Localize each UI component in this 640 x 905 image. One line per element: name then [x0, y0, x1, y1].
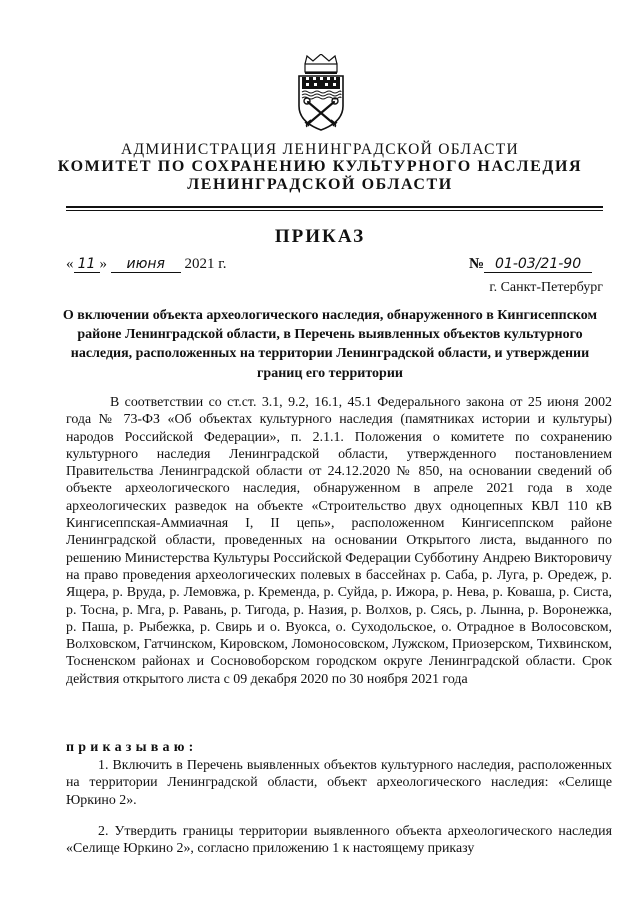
number-prefix: №	[469, 256, 485, 272]
order-item-text: 2. Утвердить границы территории выявленного объекта археологического наследия «Селище Юркино 2», согласно приложению 1 к настоящему приказу	[66, 824, 612, 857]
order-word: приказываю:	[66, 740, 198, 755]
order-item-2	[66, 823, 612, 858]
number-value: 01-03/21-90	[484, 256, 592, 273]
date-month: июня	[111, 256, 181, 273]
header-divider-thin	[66, 210, 603, 211]
document-subject: О включении объекта археологического наследия, обнаруженного в Кингисеппском районе Ленинградской области, в Перечень выявленных объектов культурного наследия, расположенных на территории Ленинградской области, и утверждении границ его территории	[62, 308, 598, 381]
document-number	[469, 256, 592, 273]
date-year: 2021 г.	[184, 256, 227, 272]
header-divider	[66, 206, 603, 208]
date-day: 11	[74, 256, 100, 273]
document-city: г. Санкт-Петербург	[489, 280, 603, 295]
committee-region: ЛЕНИНГРАДСКОЙ ОБЛАСТИ	[187, 176, 453, 193]
preamble-paragraph: В соответствии со ст.ст. 3.1, 9.2, 16.1, 45.1 Федерального закона от 25 июня 2002 года № 73-ФЗ «Об объектах культурного наследия (памятниках истории и культуры) народов Российской Федерации», п. 2.1.1. Положения о комитете по сохранению культурного наследия Ленинградской области, утвержденного постановлением Правительства Ленинградской области от 24.12.2020 № 850, на основании сведений об объекте археологического наследия, обнаруженном в апреле 2021 года в ходе археологических разведок на объекте «Строительство двух одноцепных КВЛ 110 кВ Кингисеппская-Аммиачная I, II цепь», расположенном Кингисеппском районе Ленинградской области, проведенных на основании Открытого листа, выданного по решению Министерства Культуры Российской Федерации Субботину Андрею Викторовичу на право проведения археологических полевых в бассейнах р. Саба, р. Луга, р. Оредеж, р. Ящера, р. Вруда, р. Лемовжа, р. Кременда, р. Суйда, р. Ижора, р. Нева, р. Коваша, р. Систа, р. Тосна, р. Мга, р. Равань, р. Тигода, р. Назия, р. Волхов, р. Сясь, р. Лынна, р. Воронежка, р. Паша, р. Рыбежка, р. Свирь и о. Вуокса, о. Суходольское, о. Отрадное в Волосовском, Волховском, Гатчинском, Кировском, Ломоносовском, Лужском, Приозерском, Тихвинском, Тосненском районах и Сосновоборском городском округе Ленинградской области. Срок действия открытого листа с 09 декабря 2020 по 30 ноября 2021 года	[66, 395, 612, 687]
document-title: ПРИКАЗ	[274, 226, 366, 247]
date-open-quote: «	[66, 256, 74, 272]
coat-of-arms-icon	[291, 54, 351, 134]
preamble	[66, 394, 612, 688]
agency-name: АДМИНИСТРАЦИЯ ЛЕНИНГРАДСКОЙ ОБЛАСТИ	[121, 141, 519, 158]
date-close-quote: »	[99, 256, 107, 272]
order-item-1	[66, 757, 612, 809]
order-item-text: 1. Включить в Перечень выявленных объектов культурного наследия, расположенных на территории Ленинградской области, объект археологического наследия: «Селище Юркино 2».	[66, 758, 612, 808]
committee-name: КОМИТЕТ ПО СОХРАНЕНИЮ КУЛЬТУРНОГО НАСЛЕДИЯ	[57, 158, 583, 175]
document-date	[66, 256, 226, 273]
